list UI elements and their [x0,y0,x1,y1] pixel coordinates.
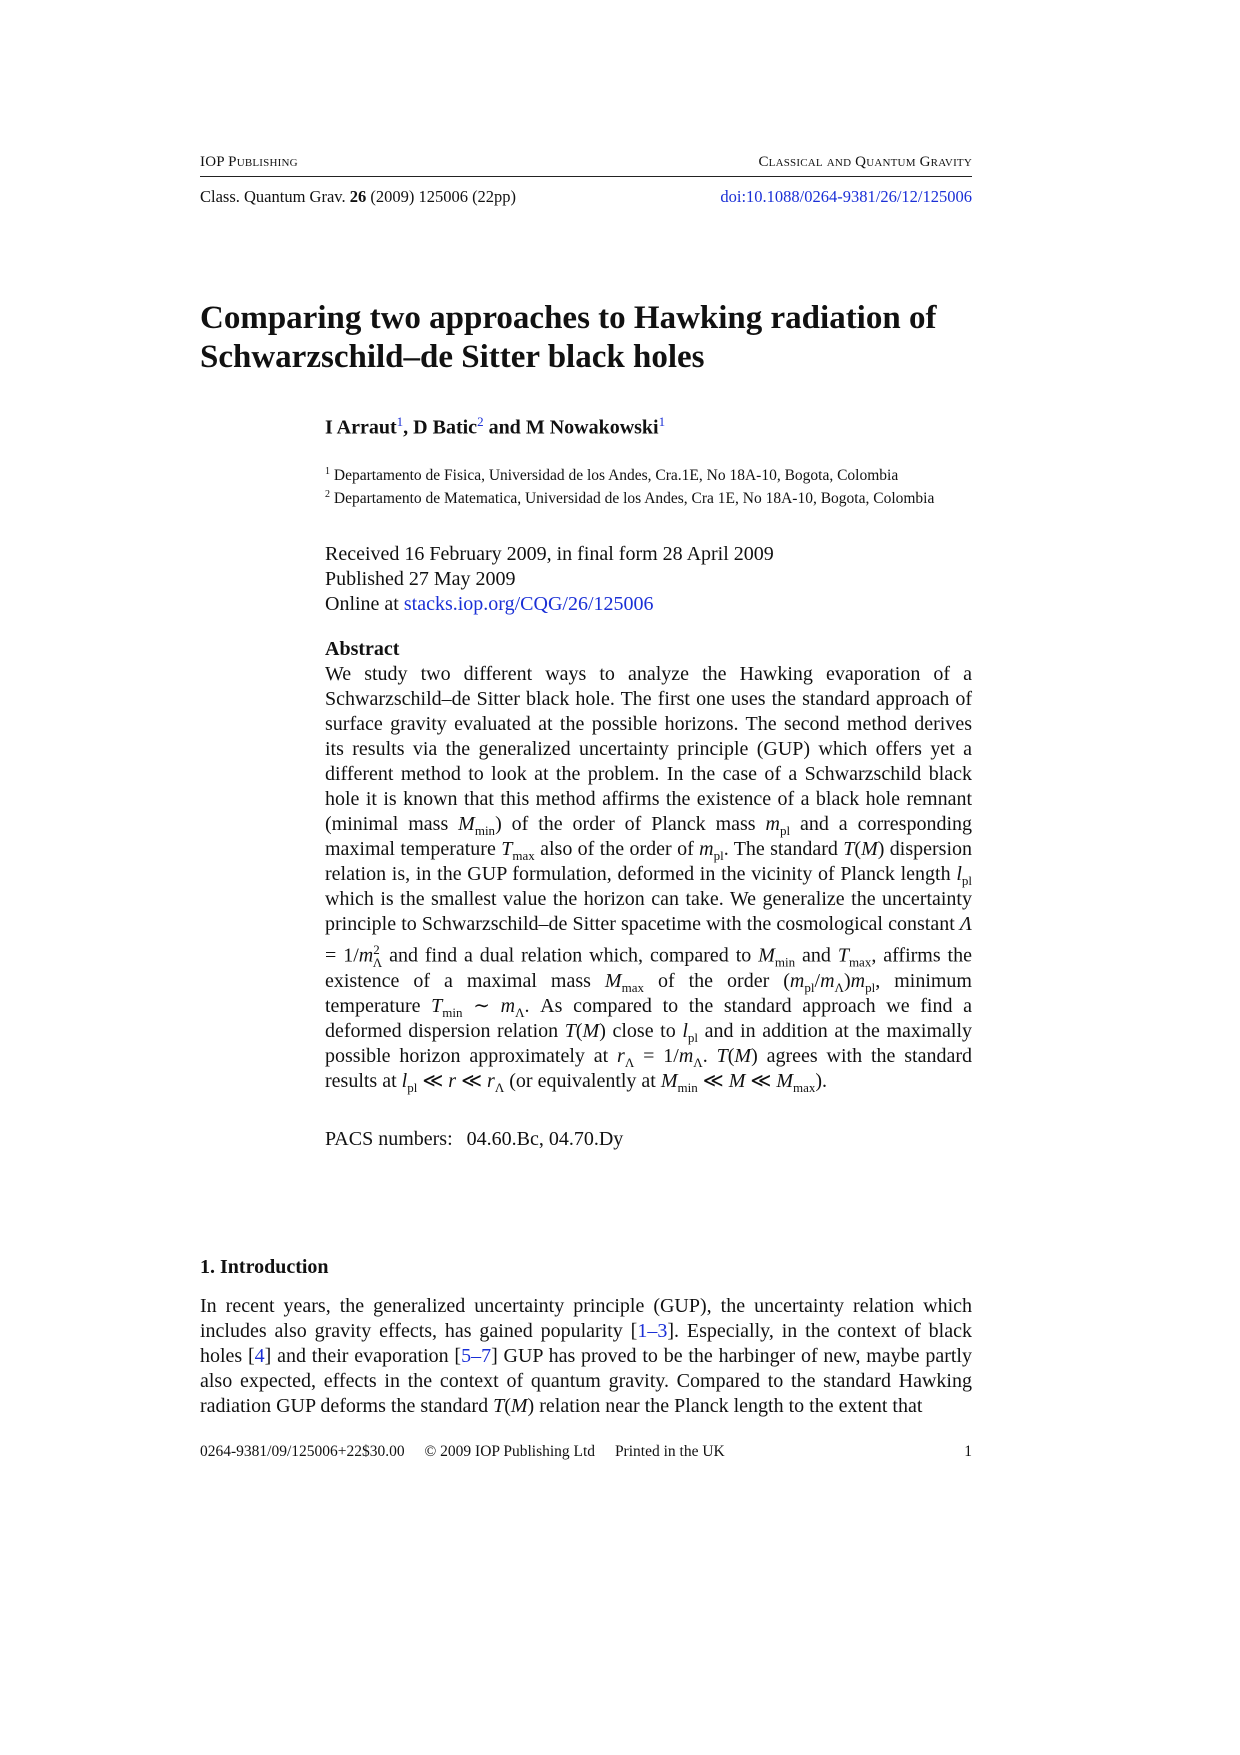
paper-title: Comparing two approaches to Hawking radiation of Schwarzschild–de Sitter black holes [200,300,937,375]
citation-link[interactable]: 1–3 [637,1320,668,1342]
online-line: Online at stacks.iop.org/CQG/26/125006 [325,593,654,615]
pacs-numbers: PACS numbers: 04.60.Bc, 04.70.Dy [325,1128,624,1150]
affiliations [325,462,972,508]
affil-ref-link[interactable]: 1 [658,414,666,429]
received-date: Received 16 February 2009, in final form 28 April 2009 [325,543,774,565]
author-name: I Arraut [325,416,397,439]
printed-in: Printed in the UK [614,1443,725,1460]
affiliation-1: $^1$ Departamento de Fisica, Universidad de los Andes, Cra.1E, No 18A-10, Bogota, Colombia [325,466,899,485]
citation-link[interactable]: 5–7 [461,1345,492,1367]
online-link[interactable]: stacks.iop.org/CQG/26/125006 [403,593,654,615]
affiliation-2: $^2$ Departamento de Matematica, Universidad de los Andes, Cra 1E, No 18A-10, Bogota, Colombia [325,489,935,508]
affil-ref-link[interactable]: 1 [396,414,404,429]
citation-link[interactable]: 4 [254,1345,265,1367]
publication-dates [325,542,972,617]
citation: Class. Quantum Grav. 26 (2009) 125006 (22pp) [200,187,517,206]
affil-ref-link[interactable]: 2 [477,414,484,429]
introduction-text: In recent years, the generalized uncertainty principle (GUP), the uncertainty relation which includes also gravity effects, has gained popularity [1–3]. Especially, in the context of black holes [4] and their evaporation [5–7] GUP has proved to be the harbinger of new, maybe partly also expected, effects in the context of quantum gravity. Compared to the standard Hawking radiation GUP deforms the standard T(M) relation near the Planck length to the extent that [200,1295,972,1417]
author-name: D Batic [413,416,478,439]
section-heading: 1. Introduction [200,1256,329,1278]
header-rule [200,176,972,177]
abstract-heading: Abstract [325,638,400,660]
journal-name: Classical and Quantum Gravity [758,154,972,170]
doi-link[interactable]: doi:10.1088/0264-9381/26/12/125006 [720,187,972,206]
copyright: © 2009 IOP Publishing Ltd [424,1443,596,1460]
running-header [200,154,972,171]
article-code: 0264-9381/09/125006+22$30.00 [200,1443,405,1460]
author-list: I Arraut$^1$, D Batic$^2$ and M Nowakowski$^1$ [325,414,666,439]
page-number: 1 [964,1443,972,1460]
abstract-body: We study two different ways to analyze the Hawking evaporation of a Schwarzschild–de Sitter black hole. The first one uses the standard approach of surface gravity evaluated at the possible horizons. The second method derives its results via the generalized uncertainty principle (GUP) which offers yet a different method to look at the problem. In the case of a Schwarzschild black hole it is known that this method affirms the existence of a black hole remnant (minimal mass $M_{min}$) of the order of Planck mass $m_{pl}$ and a corresponding maximal temperature $T_{max}$ also of the order of $m_{pl}$. The standard T(M) dispersion relation is, in the GUP formulation, deformed in the vicinity of Planck length $l_{pl}$ which is the smallest value the horizon can take. We generalize the uncertainty principle to Schwarzschild–de Sitter spacetime with the cosmological constant $\Lambda = 1/m^2_\Lambda$ and find a dual relation which, compared to $M_{min}$ and $T_{max}$, affirms the existence of a maximal mass $M_{max}$ of the order $(m_{pl}/m_\Lambda)m_{pl}$, minimum temperature $T_{min}$ ∼ $m_\Lambda$. As compared to the standard approach we find a deformed dispersion relation T(M) close to $l_{pl}$ and in addition at the maximally possible horizon approximately at $r_\Lambda = 1/m_\Lambda$. T(M) agrees with the standard results at $l_{pl}$ ≪ r ≪ $r_\Lambda$ (or equivalently at $M_{min}$ ≪ M ≪ $M_{max}$). [325,663,973,1095]
author-name: M Nowakowski [525,416,659,439]
published-date: Published 27 May 2009 [325,568,516,590]
citation-row [200,187,972,207]
page-footer [200,1443,972,1461]
publisher-name: IOP Publishing [200,154,298,170]
